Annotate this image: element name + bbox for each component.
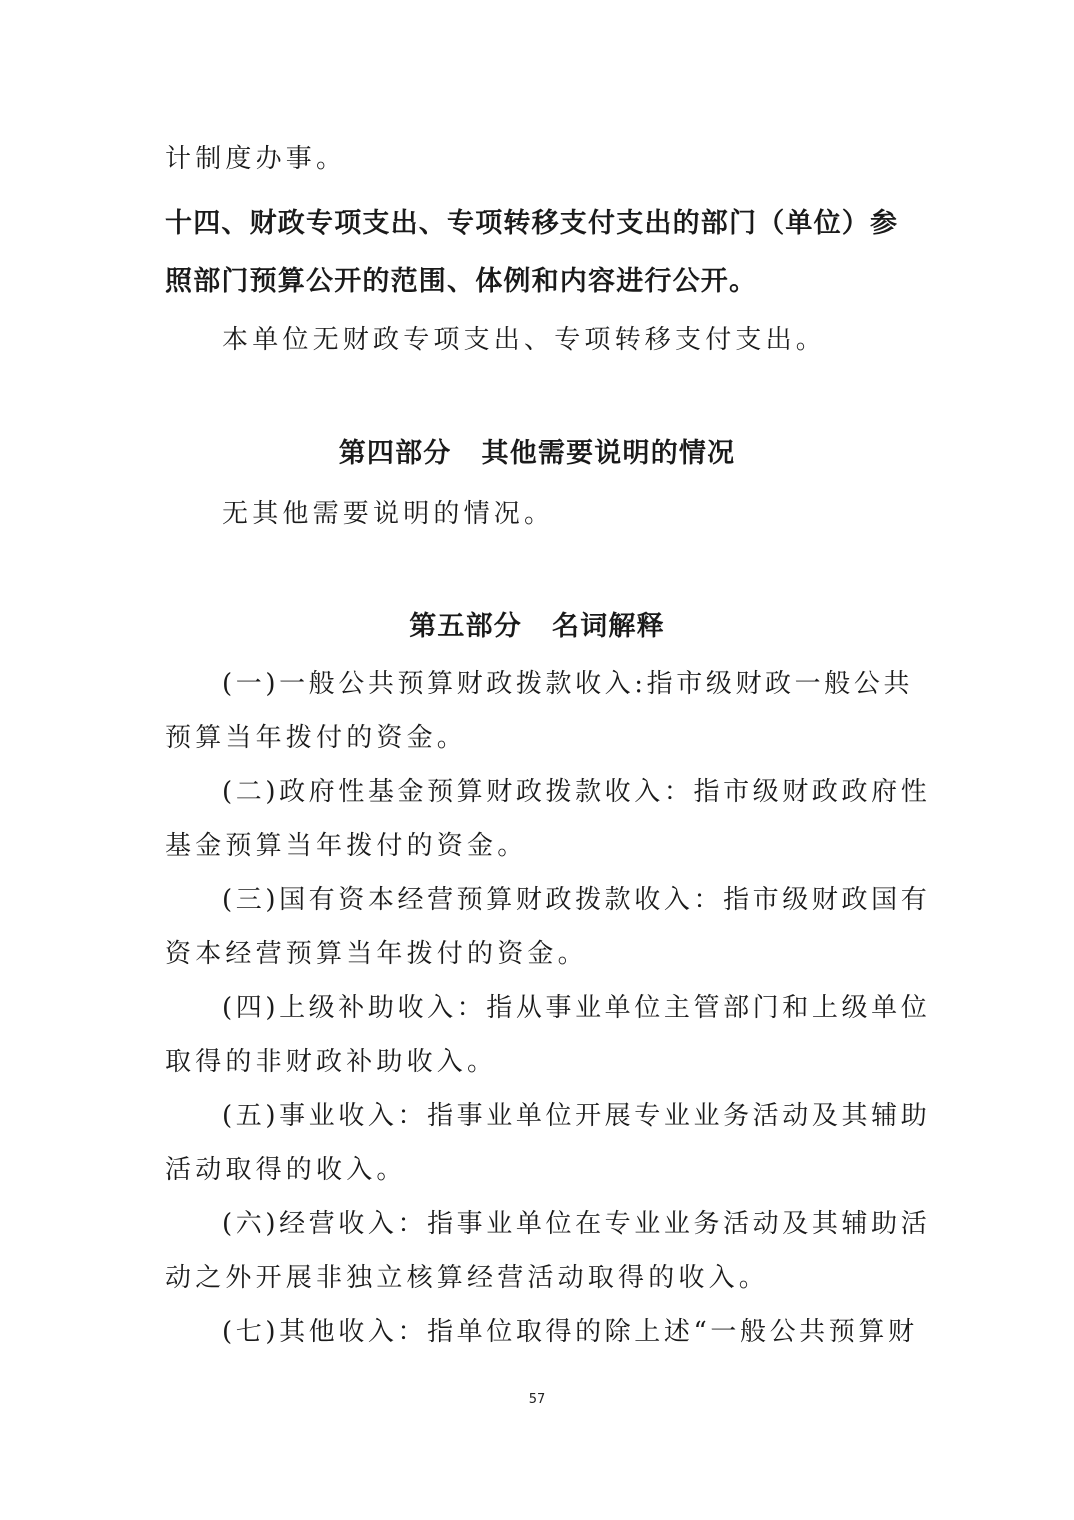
term-3-line-1: (三)国有资本经营预算财政拨款收入：指市级财政国有 bbox=[222, 885, 931, 915]
term-2-line-1: (二)政府性基金预算财政拨款收入：指市级财政政府性 bbox=[222, 777, 931, 807]
part-4-label: 第四部分 bbox=[338, 438, 452, 469]
part-5-title: 名词解释 bbox=[552, 611, 665, 642]
term-1-line-1: (一)一般公共预算财政拨款收入:指市级财政一般公共 bbox=[222, 669, 914, 699]
term-3-line-2: 资本经营预算当年拨付的资金。 bbox=[165, 939, 588, 969]
term-2-line-2: 基金预算当年拨付的资金。 bbox=[165, 831, 528, 861]
term-4-line-2: 取得的非财政补助收入。 bbox=[165, 1047, 498, 1077]
paragraph-continuation: 计制度办事。 bbox=[165, 144, 347, 174]
section-14-body: 本单位无财政专项支出、专项转移支付支出。 bbox=[222, 325, 827, 355]
term-4-line-1: (四)上级补助收入：指从事业单位主管部门和上级单位 bbox=[222, 993, 931, 1023]
part-4-heading bbox=[0, 438, 1074, 470]
part-5-heading bbox=[0, 611, 1074, 643]
section-heading-14-line-2: 照部门预算公开的范围、体例和内容进行公开。 bbox=[165, 266, 758, 297]
term-1-line-2: 预算当年拨付的资金。 bbox=[165, 723, 468, 753]
term-5-line-1: (五)事业收入：指事业单位开展专业业务活动及其辅助 bbox=[222, 1101, 931, 1131]
part-4-title: 其他需要说明的情况 bbox=[481, 438, 736, 469]
term-6-line-2: 动之外开展非独立核算经营活动取得的收入。 bbox=[165, 1263, 770, 1293]
term-6-line-1: (六)经营收入：指事业单位在专业业务活动及其辅助活 bbox=[222, 1209, 931, 1239]
section-heading-14-line-1: 十四、财政专项支出、专项转移支付支出的部门（单位）参 bbox=[165, 208, 899, 239]
part-4-body: 无其他需要说明的情况。 bbox=[222, 499, 555, 529]
term-7-line-1: (七)其他收入：指单位取得的除上述“一般公共预算财 bbox=[222, 1317, 918, 1347]
page-number: 57 bbox=[528, 1392, 546, 1407]
part-5-label: 第五部分 bbox=[409, 611, 522, 642]
term-5-line-2: 活动取得的收入。 bbox=[165, 1155, 407, 1185]
